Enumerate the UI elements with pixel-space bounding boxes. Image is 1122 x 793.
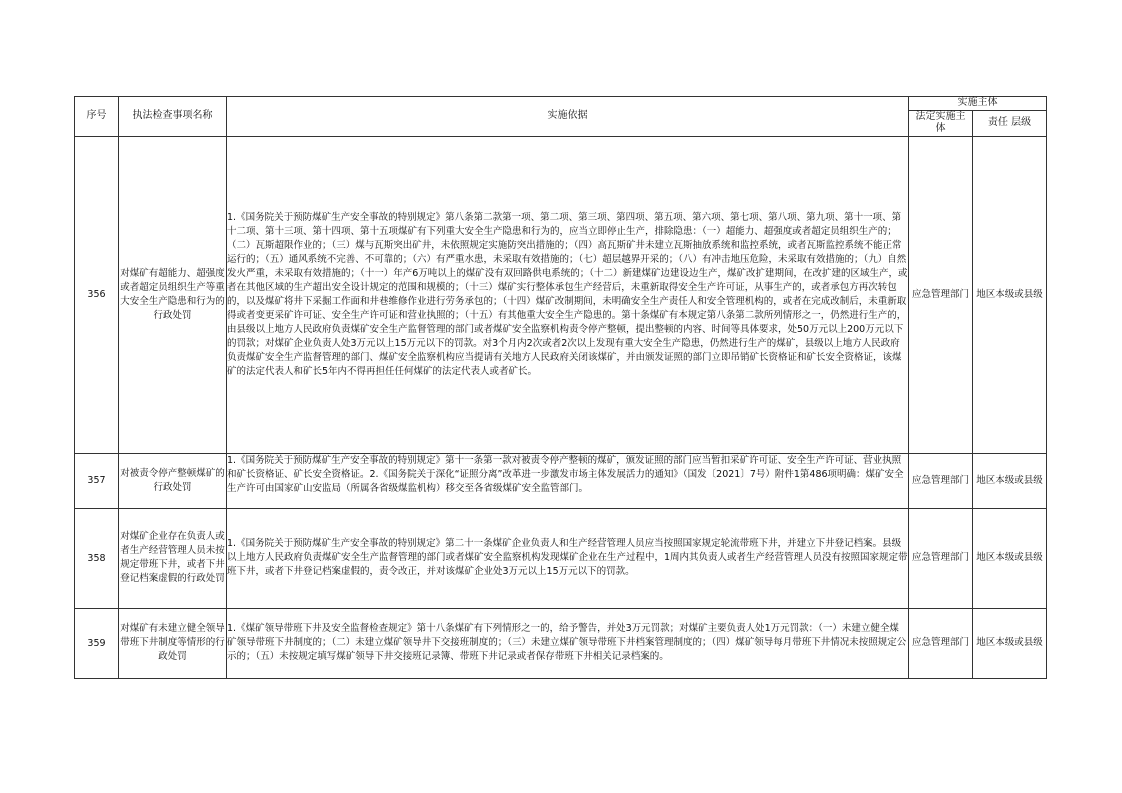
row-seq: 356	[75, 136, 119, 453]
header-subject: 实施主体	[909, 97, 1047, 111]
enforcement-items-table	[74, 96, 1047, 679]
row-basis: 1.《国务院关于预防煤矿生产安全事故的特别规定》第二十一条煤矿企业负责人和生产经营管理人员应当按照国家规定轮流带班下井，并建立下井登记档案。县级以上地方人民政府负责煤矿安全生产监督管理的部门或者煤矿安全监察机构发现煤矿企业在生产过程中，1周内其负责人或者生产经营管理人员没有按照国家规定带班下井，或者下井登记档案虚假的，责令改正，并对该煤矿企业处3万元以上15万元以下的罚款。	[227, 508, 909, 608]
header-legal-subject: 法定实施主体	[909, 110, 973, 136]
row-legal-subject: 应急管理部门	[909, 453, 973, 508]
row-legal-subject: 应急管理部门	[909, 608, 973, 678]
row-legal-subject: 应急管理部门	[909, 508, 973, 608]
row-responsibility-level: 地区本级或县级	[973, 453, 1047, 508]
table-row	[75, 508, 1047, 608]
table-row	[75, 453, 1047, 508]
table-row	[75, 608, 1047, 678]
row-responsibility-level: 地区本级或县级	[973, 508, 1047, 608]
row-item-name: 对煤矿企业存在负责人或者生产经营管理人员未按规定带班下井，或者下井登记档案虚假的行政处罚	[119, 508, 227, 608]
header-basis: 实施依据	[227, 97, 909, 137]
table-row	[75, 136, 1047, 453]
row-responsibility-level: 地区本级或县级	[973, 136, 1047, 453]
row-basis: 1.《国务院关于预防煤矿生产安全事故的特别规定》第十一条第一款对被责令停产整顿的煤矿，颁发证照的部门应当暂扣采矿许可证、安全生产许可证、营业执照和矿长资格证、矿长安全资格证。2.《国务院关于深化“证照分离”改革进一步激发市场主体发展活力的通知》（国发〔2021〕7号）附件1第486项明确：煤矿安全生产许可由国家矿山安监局（所属各省级煤监机构）移交至各省级煤矿安全监管部门。	[227, 454, 904, 494]
row-item-name: 对煤矿有超能力、超强度或者超定员组织生产等重大安全生产隐患和行为的行政处罚	[119, 136, 227, 453]
header-responsibility-level: 责任 层级	[973, 110, 1047, 136]
row-basis: 1.《煤矿领导带班下井及安全监督检查规定》第十八条煤矿有下列情形之一的，给予警告，并处3万元罚款；对煤矿主要负责人处1万元罚款：（一）未建立健全煤矿领导带班下井制度的；（二）未建立煤矿领导井下交接班制度的；（三）未建立煤矿领导带班下井档案管理制度的；（四）煤矿领导每月带班下井情况未按照规定公示的；（五）未按规定填写煤矿领导下井交接班记录簿、带班下井记录或者保存带班下井相关记录档案的。	[227, 608, 909, 678]
row-seq: 357	[75, 453, 119, 508]
row-basis: 1.《国务院关于预防煤矿生产安全事故的特别规定》第八条第二款第一项、第二项、第三项、第四项、第五项、第六项、第七项、第八项、第九项、第十一项、第十二项、第十三项、第十四项、第十五项煤矿有下列重大安全生产隐患和行为的，应当立即停止生产，排除隐患：（一）超能力、超强度或者超定员组织生产的；（二）瓦斯超限作业的；（三）煤与瓦斯突出矿井，未依照规定实施防突出措施的；（四）高瓦斯矿井未建立瓦斯抽放系统和监控系统，或者瓦斯监控系统不能正常运行的；（五）通风系统不完善、不可靠的；（六）有严重水患，未采取有效措施的；（七）超层越界开采的；（八）有冲击地压危险，未采取有效措施的；（九）自然发火严重，未采取有效措施的；（十一）年产6万吨以上的煤矿没有双回路供电系统的；（十二）新建煤矿边建设边生产，煤矿改扩建期间，在改扩建的区域生产，或者在其他区域的生产超出安全设计规定的范围和规模的；（十三）煤矿实行整体承包生产经营后，未重新取得安全生产许可证，从事生产的，或者承包方再次转包的，以及煤矿将井下采掘工作面和井巷维修作业进行劳务承包的；（十四）煤矿改制期间，未明确安全生产责任人和安全管理机构的，或者在完成改制后，未重新取得或者变更采矿许可证、安全生产许可证和营业执照的；（十五）有其他重大安全生产隐患的。第十条煤矿有本规定第八条第二款所列情形之一，仍然进行生产的，由县级以上地方人民政府负责煤矿安全生产监督管理的部门或者煤矿安全监察机构责令停产整顿，提出整顿的内容、时间等具体要求，处50万元以上200万元以下的罚款；对煤矿企业负责人处3万元以上15万元以下的罚款。对3个月内2次或者2次以上发现有重大安全生产隐患，仍然进行生产的煤矿，县级以上地方人民政府负责煤矿安全生产监督管理的部门、煤矿安全监察机构应当提请有关地方人民政府关闭该煤矿，并由颁发证照的部门立即吊销矿长资格证和矿长安全资格证，该煤矿的法定代表人和矿长5年内不得再担任任何煤矿的法定代表人或者矿长。	[227, 136, 909, 453]
header-item-name: 执法检查事项名称	[119, 97, 227, 137]
row-responsibility-level: 地区本级或县级	[973, 608, 1047, 678]
row-item-name: 对被责令停产整顿煤矿的行政处罚	[119, 453, 227, 508]
header-seq: 序号	[75, 97, 119, 137]
row-legal-subject: 应急管理部门	[909, 136, 973, 453]
row-seq: 358	[75, 508, 119, 608]
row-seq: 359	[75, 608, 119, 678]
row-item-name: 对煤矿有未建立健全领导带班下井制度等情形的行政处罚	[119, 608, 227, 678]
